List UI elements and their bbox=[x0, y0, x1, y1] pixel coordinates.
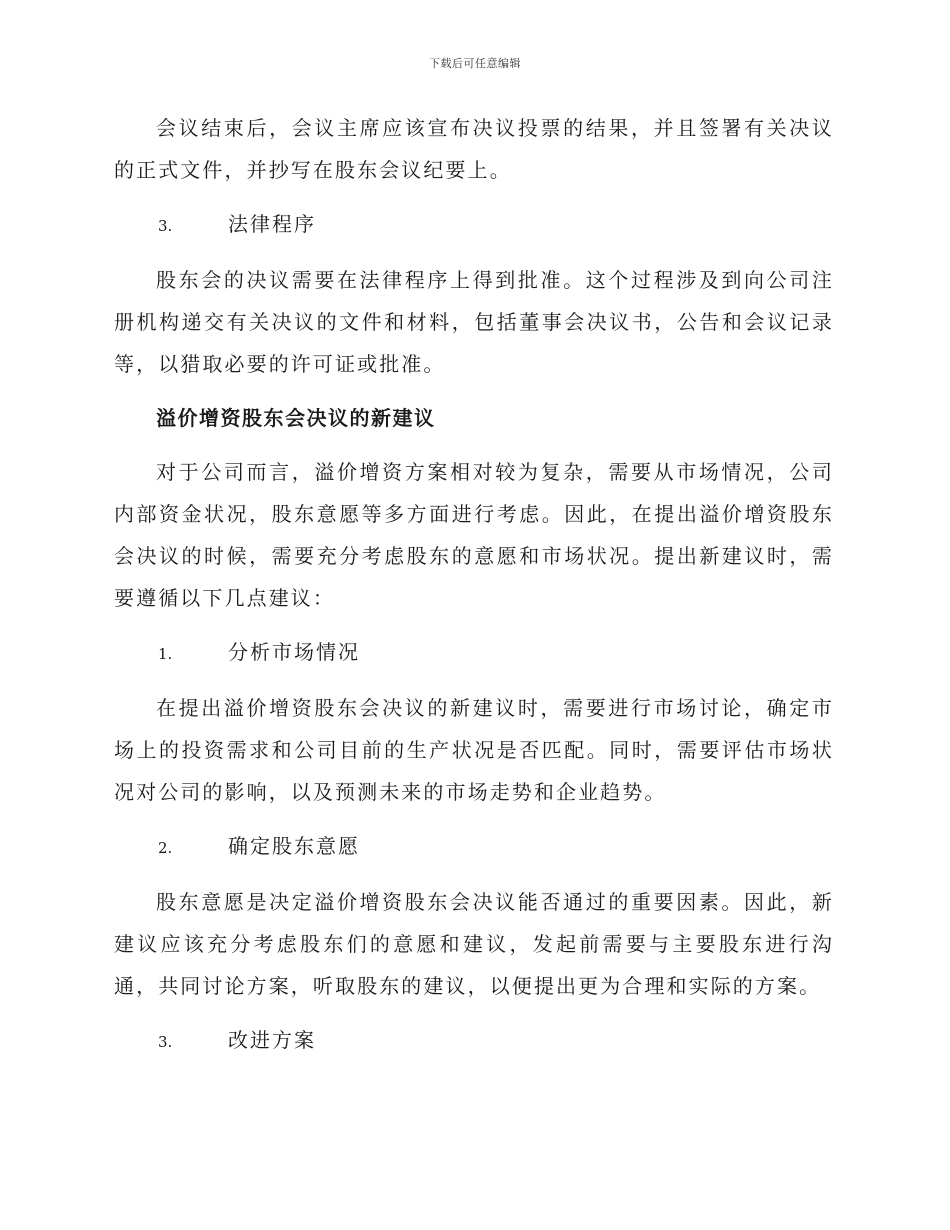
list-item-number: 1. bbox=[158, 645, 173, 663]
paragraph-meeting-conclusion: 会议结束后，会议主席应该宣布决议投票的结果，并且签署有关决议的正式文件，并抄写在股东会议纪要上。 bbox=[114, 116, 834, 182]
paragraph-legal-procedure: 股东会的决议需要在法律程序上得到批准。这个过程涉及到向公司注册机构递交有关决议的文件和材料，包括董事会决议书，公告和会议记录等，以猎取必要的许可证或批准。 bbox=[114, 268, 834, 376]
page-header: 下载后可任意编辑 bbox=[429, 57, 521, 70]
paragraph-market-analysis: 在提出溢价增资股东会决议的新建议时，需要进行市场讨论，确定市场上的投资需求和公司目前的生产状况是否匹配。同时，需要评估市场状况对公司的影响，以及预测未来的市场走势和企业趋势。 bbox=[114, 696, 834, 804]
section-heading: 溢价增资股东会决议的新建议 bbox=[156, 406, 436, 430]
list-item-number: 3. bbox=[158, 217, 173, 235]
list-item-title: 改进方案 bbox=[228, 1028, 316, 1052]
paragraph-new-proposal-intro: 对于公司而言，溢价增资方案相对较为复杂，需要从市场情况，公司内部资金状况，股东意愿等多方面进行考虑。因此，在提出溢价增资股东会决议的时候，需要充分考虑股东的意愿和市场状况。提出新建议时，需要遵循以下几点建议： bbox=[114, 460, 834, 610]
list-item-number: 2. bbox=[158, 839, 173, 857]
document-body bbox=[114, 107, 834, 1075]
list-item-title: 分析市场情况 bbox=[228, 640, 360, 664]
list-item-improve-plan bbox=[114, 1019, 834, 1063]
list-item-number: 3. bbox=[158, 1033, 173, 1051]
paragraph-shareholder-will: 股东意愿是决定溢价增资股东会决议能否通过的重要因素。因此，新建议应该充分考虑股东们的意愿和建议，发起前需要与主要股东进行沟通，共同讨论方案，听取股东的建议，以便提出更为合理和实际的方案。 bbox=[114, 890, 834, 998]
list-item-market-analysis bbox=[114, 631, 834, 675]
list-item-title: 法律程序 bbox=[228, 212, 316, 236]
list-item-shareholder-will bbox=[114, 825, 834, 869]
list-item-legal-procedure bbox=[114, 203, 834, 247]
list-item-title: 确定股东意愿 bbox=[228, 834, 360, 858]
